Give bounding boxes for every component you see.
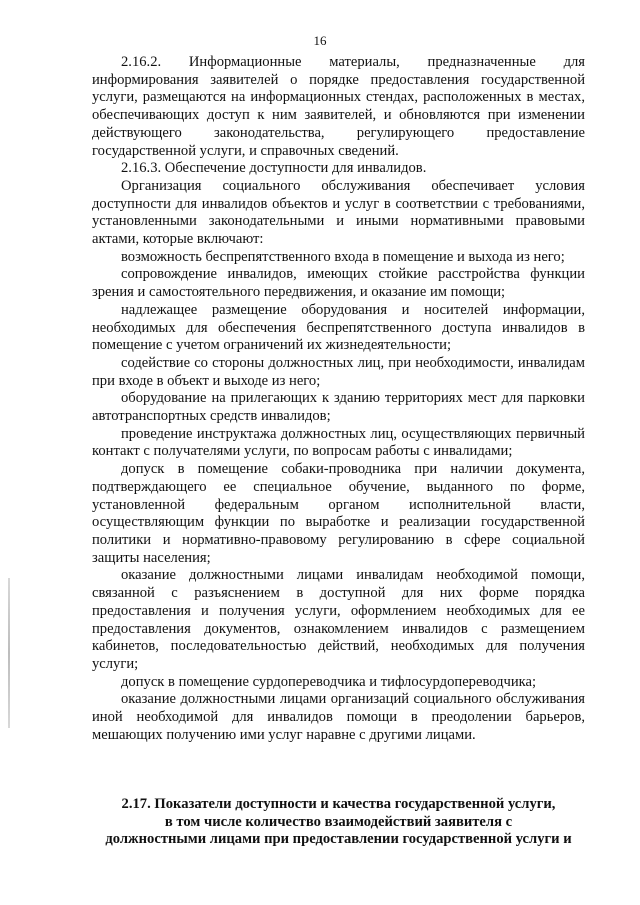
list-item-explanation-assistance: оказание должностными лицами инвалидам необходимой помощи, связанной с разъяснением в доступной для них форме порядка предоставления и получения услуги, оформлением необходимых для ее предоставления документов, ознакомлением инвалидов с размещением кабинетов, последовательностью действий, необходимых для получения услуги; [92,567,585,672]
heading-line-3: должностными лицами при предоставлении государственной услуги и [105,831,572,848]
list-item-barrier-assistance: оказание должностными лицами организаций социального обслуживания иной необходимой для инвалидов помощи в преодолении барьеров, мешающих получению ими услуг наравне с другими лицами. [92,691,585,743]
paragraph-2-16-3: 2.16.3. Обеспечение доступности для инвалидов. [121,160,427,177]
paragraph-organization-conditions: Организация социального обслуживания обеспечивает условия доступности для инвалидов объектов и услуг в соответствии с требованиями, установленными законодательными и иными нормативными правовыми актами, которые включают: [92,177,585,248]
list-item-staff-briefing: проведение инструктажа должностных лиц, осуществляющих первичный контакт с получателями услуги, по вопросам работы с инвалидами; [92,425,585,460]
section-heading-2-17 [92,796,585,849]
list-item-parking: оборудование на прилегающих к зданию территориях мест для парковки автотранспортных средств инвалидов; [92,390,585,425]
scan-edge-mark [8,578,10,728]
heading-line-1: 2.17. Показатели доступности и качества государственной услуги, [121,796,556,812]
document-body [92,54,585,744]
list-item-guide-dog: допуск в помещение собаки-проводника при наличии документа, подтверждающего ее специальное обучение, выданного по форме, установленной федеральным органом исполнительной власти, осуществляющим функции по выработке и реализации государственной политики и нормативно-правовому регулированию в сфере социальной защиты населения; [92,461,585,566]
page-number: 16 [313,33,327,48]
list-item-sign-interpreter: допуск в помещение сурдопереводчика и тифлосурдопереводчика; [121,673,537,690]
list-item-equipment-placement: надлежащее размещение оборудования и носителей информации, необходимых для обеспечения беспрепятственного доступа инвалидов в помещение с учетом ограничений их жизнедеятельности; [92,301,585,354]
list-item-entry-exit: возможность беспрепятственного входа в помещение и выхода из него; [121,248,565,265]
heading-line-2: в том числе количество взаимодействий заявителя с [164,813,513,830]
list-item-escort: сопровождение инвалидов, имеющих стойкие расстройства функции зрения и самостоятельного передвижения, и оказание им помощи; [92,266,585,301]
list-item-staff-assistance: содействие со стороны должностных лиц, при необходимости, инвалидам при входе в объект и выходе из него; [92,354,585,389]
paragraph-2-16-2: 2.16.2. Информационные материалы, предназначенные для информирования заявителей о порядке предоставления государственной услуги, размещаются на информационных стендах, расположенных в местах, обеспечивающих доступ к ним заявителей, и обновляются при изменении действующего законодательства, регулирующего предоставление государственной услуги, и справочных сведений. [92,54,585,159]
